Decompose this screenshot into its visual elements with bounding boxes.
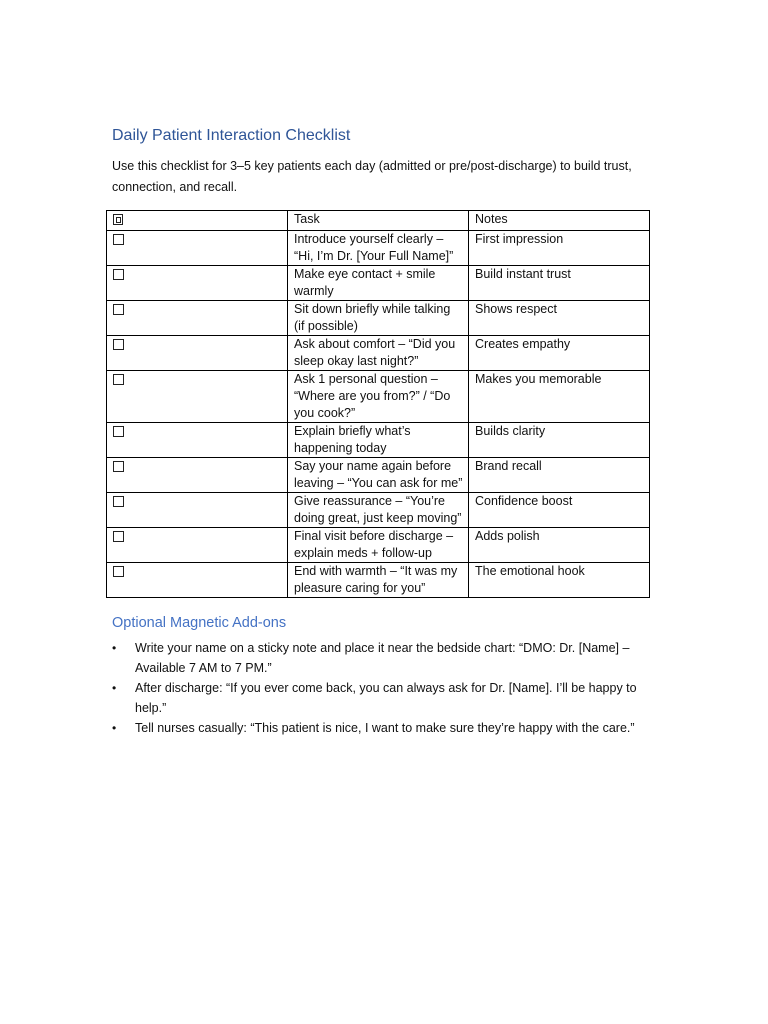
list-item-text: After discharge: “If you ever come back, you can always ask for Dr. [Name]. I’ll be happy to help.” [135,681,637,715]
checkbox-icon[interactable] [113,374,124,385]
table-row [107,231,650,266]
checkbox-icon[interactable] [113,566,124,577]
checkbox-cell [107,336,288,371]
task-cell: End with warmth – “It was my pleasure caring for you” [288,563,469,598]
header-cell-checkbox [107,211,288,231]
task-cell: Say your name again before leaving – “You can ask for me” [288,458,469,493]
table-row [107,563,650,598]
addons-heading: Optional Magnetic Add-ons [112,615,287,631]
bullet-icon: • [112,641,117,655]
checkbox-icon[interactable] [113,304,124,315]
list-item [112,678,655,718]
task-cell: Give reassurance – “You’re doing great, just keep moving” [288,493,469,528]
table-row [107,336,650,371]
table-header-row [107,211,650,231]
task-cell: Ask 1 personal question – “Where are you from?” / “Do you cook?” [288,371,469,423]
page-title: Daily Patient Interaction Checklist [112,127,351,144]
task-cell: Ask about comfort – “Did you sleep okay last night?” [288,336,469,371]
document-page [112,126,652,738]
checkbox-icon[interactable] [113,496,124,507]
note-cell: First impression [469,231,650,266]
task-cell: Sit down briefly while talking (if possible) [288,301,469,336]
note-cell: Builds clarity [469,423,650,458]
checkbox-icon[interactable] [113,339,124,350]
checkbox-cell [107,301,288,336]
checkbox-cell [107,528,288,563]
note-cell: Build instant trust [469,266,650,301]
bullet-icon: • [112,721,117,735]
table-row [107,423,650,458]
checkbox-icon[interactable] [113,531,124,542]
checkbox-icon[interactable] [113,234,124,245]
note-cell: Shows respect [469,301,650,336]
checkbox-icon[interactable] [113,461,124,472]
addons-list [112,638,652,738]
table-row [107,266,650,301]
note-cell: Creates empathy [469,336,650,371]
note-cell: Makes you memorable [469,371,650,423]
list-item [112,718,655,738]
checkbox-cell [107,371,288,423]
header-cell-task: Task [288,211,469,231]
header-cell-notes: Notes [469,211,650,231]
task-cell: Final visit before discharge – explain meds + follow-up [288,528,469,563]
checkbox-cell [107,563,288,598]
note-cell: The emotional hook [469,563,650,598]
list-item-text: Tell nurses casually: “This patient is nice, I want to make sure they’re happy with the care.” [135,721,635,735]
checkbox-cell [107,423,288,458]
task-cell: Explain briefly what’s happening today [288,423,469,458]
list-item [112,638,655,678]
intro-paragraph: Use this checklist for 3–5 key patients each day (admitted or pre/post-discharge) to build trust, connection, and recall. [112,159,632,194]
checkbox-cell [107,458,288,493]
note-cell: Adds polish [469,528,650,563]
list-item-text: Write your name on a sticky note and place it near the bedside chart: “DMO: Dr. [Name] – Available 7 AM to 7 PM.” [135,641,630,675]
bullet-icon: • [112,681,117,695]
checkbox-icon[interactable] [113,426,124,437]
checkbox-icon[interactable] [113,269,124,280]
table-row [107,301,650,336]
checkbox-cell [107,231,288,266]
note-cell: Confidence boost [469,493,650,528]
task-cell: Introduce yourself clearly – “Hi, I’m Dr. [Your Full Name]” [288,231,469,266]
task-cell: Make eye contact + smile warmly [288,266,469,301]
note-cell: Brand recall [469,458,650,493]
table-row [107,493,650,528]
checkbox-cell [107,493,288,528]
checkbox-cell [107,266,288,301]
checklist-table [106,210,650,598]
table-row [107,458,650,493]
table-row [107,371,650,423]
table-row [107,528,650,563]
checkbox-header-icon [113,214,123,225]
